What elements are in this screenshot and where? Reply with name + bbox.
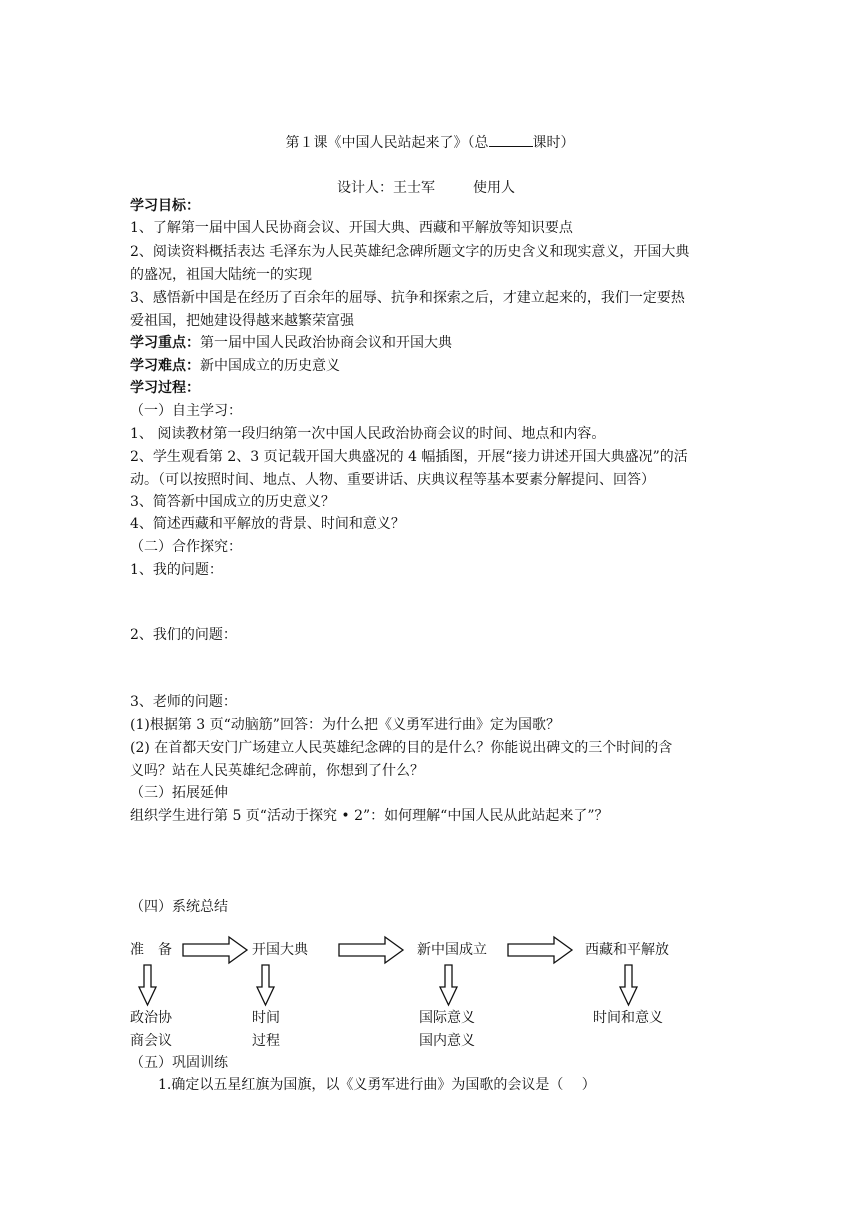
extension-text: 组织学生进行第 5 页“活动于探究 • 2”：如何理解“中国人民从此站起来了”？ — [130, 808, 609, 824]
branch-text: 商会议 — [130, 1033, 172, 1049]
flow-node-ceremony: 开国大典 — [252, 942, 308, 958]
summary-heading: （四）系统总结 — [130, 899, 228, 915]
question: 2、我们的问题： — [130, 627, 237, 643]
key-point-label: 学习重点： — [130, 335, 200, 351]
designer-text: 设计人：王士军 — [337, 180, 435, 196]
practice-heading: （五）巩固训练 — [130, 1055, 228, 1071]
down-arrow-icon — [257, 965, 274, 1005]
right-arrow-icon — [183, 937, 247, 963]
flow-node-tibet: 西藏和平解放 — [585, 942, 669, 958]
right-arrow-icon — [508, 937, 572, 963]
key-point — [130, 333, 452, 353]
question: 3、老师的问题： — [130, 694, 237, 710]
branch-text: 时间和意义 — [593, 1010, 663, 1026]
difficulty-label: 学习难点： — [130, 358, 200, 374]
question: 3、简答新中国成立的历史意义？ — [130, 494, 335, 510]
objective-line: 的盛况，祖国大陆统一的实现 — [130, 267, 312, 283]
branch-text: 时间 — [252, 1010, 280, 1026]
objective-line: 爱祖国，把她建设得越来越繁荣富强 — [130, 313, 354, 329]
objective-line: 2、阅读资料概括表达 毛泽东为人民英雄纪念碑所题文字的历史含义和现实意义，开国大典 — [130, 244, 690, 260]
question: (2) 在首都天安门广场建立人民英雄纪念碑的目的是什么？你能说出碑文的三个时间的含 — [130, 740, 673, 756]
branch-text: 国内意义 — [419, 1033, 475, 1049]
difficulty-text: 新中国成立的历史意义 — [200, 358, 340, 374]
branch-text: 过程 — [252, 1033, 280, 1049]
question: 义吗？站在人民英雄纪念碑前，你想到了什么？ — [130, 763, 424, 779]
page-title: 第１课《中国人民站起来了》（总 课时） — [285, 135, 575, 151]
objective-line: 3、感悟新中国是在经历了百余年的屈辱、抗争和探索之后，才建立起来的，我们一定要热 — [130, 290, 685, 306]
objectives-heading: 学习目标： — [130, 198, 200, 214]
question: 1、 阅读教材第一段归纳第一次中国人民政治协商会议的时间、地点和内容。 — [130, 426, 606, 442]
branch-text: 国际意义 — [419, 1010, 475, 1026]
process-heading: 学习过程： — [130, 380, 200, 396]
extension-heading: （三）拓展延伸 — [130, 785, 228, 801]
down-arrow-icon — [620, 965, 637, 1005]
self-study-heading: （一）自主学习： — [130, 403, 242, 419]
designer-line — [337, 177, 515, 197]
down-arrow-icon — [440, 965, 457, 1005]
question: 1、我的问题： — [130, 562, 223, 578]
question: 4、简述西藏和平解放的背景、时间和意义？ — [130, 516, 405, 532]
question: 动。（可以按照时间、地点、人物、重要讲话、庆典议程等基本要素分解提问、回答） — [130, 472, 655, 488]
hours-blank[interactable] — [489, 134, 533, 147]
flow-node-founding: 新中国成立 — [417, 942, 487, 958]
branch-text: 政治协 — [130, 1010, 172, 1026]
flow-node-prepare: 准 备 — [130, 942, 172, 958]
right-arrow-icon — [339, 937, 403, 963]
difficulty — [130, 356, 340, 376]
down-arrow-icon — [139, 965, 156, 1005]
key-point-text: 第一届中国人民政治协商会议和开国大典 — [200, 335, 452, 351]
question: 2、学生观看第 2、3 页记载开国大典盛况的 4 幅插图，开展“接力讲述开国大典盛况”的活 — [130, 449, 688, 465]
question: (1)根据第 3 页“动脑筋”回答：为什么把《义勇军进行曲》定为国歌？ — [130, 717, 560, 733]
question: 1.确定以五星红旗为国旗，以《义勇军进行曲》为国歌的会议是（ ） — [158, 1077, 596, 1093]
objective-line: 1、了解第一届中国人民协商会议、开国大典、西藏和平解放等知识要点 — [130, 220, 573, 236]
cooperation-heading: （二）合作探究： — [130, 539, 242, 555]
user-text: 使用人 — [473, 180, 515, 196]
